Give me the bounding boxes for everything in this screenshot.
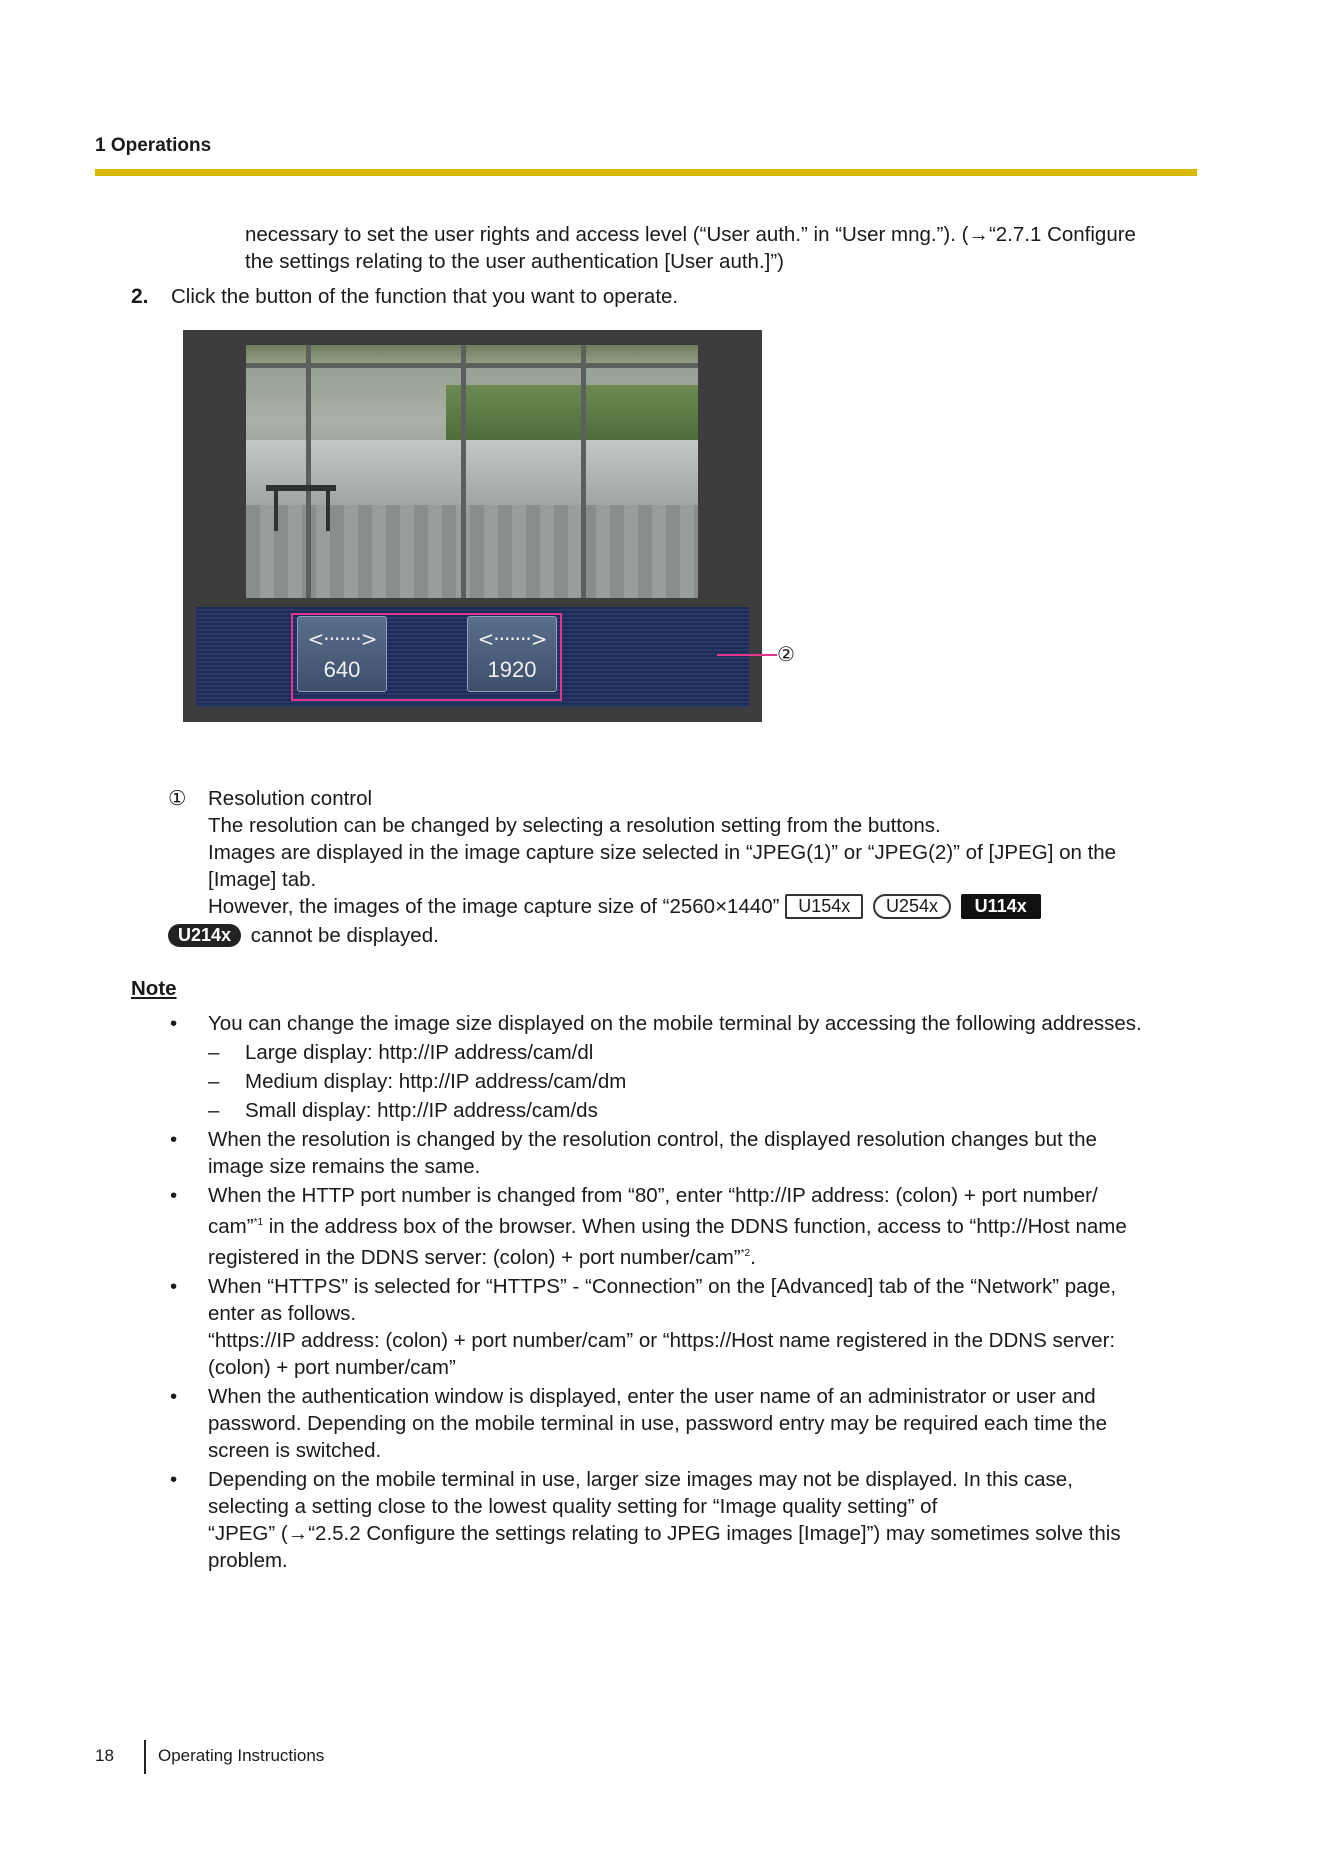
- bullet: •: [170, 1467, 178, 1491]
- page-number: 18: [95, 1746, 114, 1765]
- continuation-line: the settings relating to the user authentication [User auth.]”): [245, 250, 784, 273]
- camera-scene-floor: [246, 505, 698, 598]
- model-tag: U214x: [168, 924, 241, 947]
- sub-item: [208, 1068, 1198, 1095]
- model-tag: U254x: [873, 894, 951, 919]
- bullet: •: [170, 1128, 178, 1151]
- note-text: Depending on the mobile terminal in use, larger size images may not be displayed. In this case,: [208, 1467, 1073, 1491]
- note-item: [168, 1182, 1198, 1271]
- resolution-label: 1920: [487, 657, 537, 682]
- note-text-part: .: [750, 1245, 756, 1269]
- footer-title: Operating Instructions: [158, 1746, 325, 1765]
- step-text: Click the button of the function that you want to operate.: [171, 285, 679, 308]
- bullet: •: [170, 1384, 178, 1408]
- resize-arrow-icon: <·······>: [477, 627, 547, 651]
- note-text: “https://IP address: (colon) + port number/cam” or “https://Host name registered in the DDNS server:: [208, 1328, 1116, 1352]
- footer-divider: [144, 1740, 146, 1774]
- camera-scene-table-leg: [326, 491, 330, 531]
- note-text-part: in the address box of the browser. When using the DDNS function, access to “http://Host name: [263, 1214, 1127, 1238]
- note-text: (colon) + port number/cam”: [208, 1355, 456, 1379]
- note-item: [168, 1466, 1198, 1574]
- header-rule: [95, 169, 1197, 176]
- note-text: [208, 1240, 1198, 1271]
- callout-line: [717, 654, 777, 656]
- item-text: [Image] tab.: [208, 868, 317, 891]
- item-text: [168, 922, 1198, 949]
- note-list: [168, 1010, 1198, 1574]
- item-text: The resolution can be changed by selecting a resolution setting from the buttons.: [208, 814, 941, 837]
- bullet: •: [170, 1184, 178, 1207]
- note-text: When the authentication window is displayed, enter the user name of an administrator or user and: [208, 1384, 1096, 1408]
- resolution-label: 640: [323, 657, 361, 682]
- resize-arrow-icon: <·······>: [307, 627, 377, 651]
- resolution-640-button[interactable]: [297, 616, 387, 692]
- sub-item: [208, 1039, 1198, 1066]
- item-text: Images are displayed in the image capture size selected in “JPEG(1)” or “JPEG(2)” of [JPEG] on the: [208, 841, 1117, 864]
- continuation-line: necessary to set the user rights and access level (“User auth.” in “User mng.”). (→“2.7.1 Configure: [245, 223, 1136, 246]
- window-mullion: [581, 345, 586, 598]
- sub-item: [208, 1097, 1198, 1124]
- window-mullion: [306, 345, 311, 598]
- camera-image: [246, 345, 698, 598]
- note-text-part: cam”: [208, 1214, 254, 1238]
- camera-scene-water: [246, 440, 698, 510]
- mobile-screen-figure: [183, 330, 762, 722]
- note-text: image size remains the same.: [208, 1155, 481, 1178]
- note-text: selecting a setting close to the lowest quality setting for “Image quality setting” of: [208, 1494, 938, 1518]
- item-text: [208, 893, 1198, 920]
- bullet: •: [170, 1012, 178, 1035]
- resolution-1920-button[interactable]: [467, 616, 557, 692]
- window-transom: [246, 363, 698, 368]
- sub-text: Small display: http://IP address/cam/ds: [245, 1099, 598, 1122]
- camera-scene-hedge: [446, 385, 698, 440]
- note-text: When the resolution is changed by the resolution control, the displayed resolution changes but the: [208, 1128, 1097, 1151]
- note-text: [208, 1209, 1198, 1240]
- camera-scene-table-leg: [274, 491, 278, 531]
- sub-text: Large display: http://IP address/cam/dl: [245, 1041, 594, 1064]
- note-heading: Note: [131, 977, 177, 1000]
- item-marker: ①: [168, 787, 187, 810]
- dash: –: [208, 1070, 220, 1093]
- continuation-text: [245, 221, 1197, 275]
- item-text-part: cannot be displayed.: [250, 924, 439, 947]
- footnote-ref: *1: [253, 1217, 264, 1228]
- dash: –: [208, 1099, 220, 1122]
- step-number: 2.: [131, 285, 149, 308]
- note-text: password. Depending on the mobile terminal in use, password entry may be required each time the: [208, 1411, 1108, 1435]
- note-text: screen is switched.: [208, 1438, 382, 1462]
- model-tag: U154x: [785, 894, 863, 919]
- note-item: [168, 1010, 1198, 1124]
- note-text: When the HTTP port number is changed from “80”, enter “http://IP address: (colon) + port number/: [208, 1184, 1098, 1207]
- note-text-part: registered in the DDNS server: (colon) + port number/cam”: [208, 1245, 741, 1269]
- callout-number: ②: [777, 644, 795, 666]
- section-header: 1 Operations: [95, 135, 212, 156]
- step-2: [131, 283, 678, 310]
- bullet: •: [170, 1274, 178, 1298]
- sub-text: Medium display: http://IP address/cam/dm: [245, 1070, 627, 1093]
- window-mullion: [461, 345, 466, 598]
- item-title: Resolution control: [208, 787, 373, 810]
- note-text: enter as follows.: [208, 1301, 357, 1325]
- item-text-part: However, the images of the image capture size of “2560×1440”: [208, 895, 780, 918]
- note-text: problem.: [208, 1548, 288, 1572]
- note-item: [168, 1126, 1198, 1180]
- resolution-control-panel: [196, 607, 749, 707]
- note-text: “JPEG” (→“2.5.2 Configure the settings relating to JPEG images [Image]”) may sometimes solve this: [208, 1521, 1121, 1545]
- note-text: When “HTTPS” is selected for “HTTPS” - “Connection” on the [Advanced] tab of the “Network” page,: [208, 1274, 1117, 1298]
- note-item: [168, 1383, 1198, 1464]
- footnote-ref: *2: [740, 1247, 751, 1259]
- model-tag: U114x: [961, 894, 1041, 919]
- note-item: [168, 1273, 1198, 1381]
- dash: –: [208, 1041, 220, 1064]
- note-text: You can change the image size displayed on the mobile terminal by accessing the following addresses.: [208, 1012, 1142, 1035]
